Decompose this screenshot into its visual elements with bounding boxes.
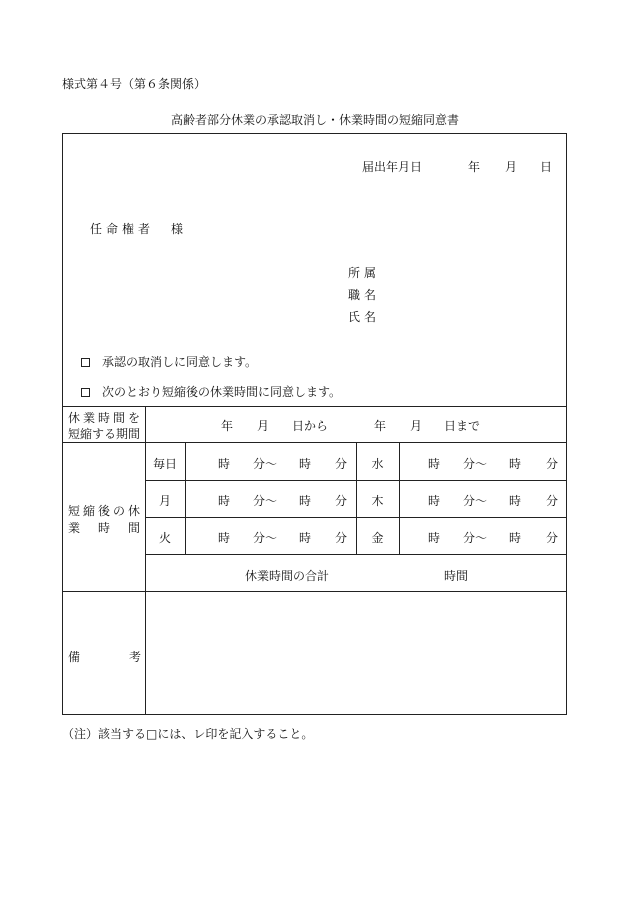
hour-unit: 時 bbox=[218, 457, 231, 471]
minute-from-unit: 分～ bbox=[463, 494, 488, 508]
schedule-day: 金 bbox=[371, 531, 384, 545]
minute-unit: 分 bbox=[546, 531, 559, 545]
schedule-header-line2: 業 時 間 bbox=[68, 521, 144, 535]
note-text: 該当する□には、レ印を記入すること。 bbox=[98, 727, 314, 741]
schedule-day: 木 bbox=[371, 494, 384, 508]
hour-unit: 時 bbox=[428, 457, 441, 471]
divider bbox=[62, 442, 567, 443]
divider bbox=[145, 406, 146, 715]
divider bbox=[145, 554, 567, 555]
name-label: 氏名 bbox=[348, 310, 381, 324]
total-label: 休業時間の合計 bbox=[245, 569, 330, 583]
minute-unit: 分 bbox=[335, 457, 348, 471]
total-unit: 時間 bbox=[444, 569, 469, 583]
divider bbox=[62, 591, 567, 592]
date-label: 届出年月日 bbox=[362, 160, 423, 174]
period-day-to: 日まで bbox=[444, 419, 481, 433]
checkbox-shorten[interactable] bbox=[81, 388, 90, 397]
period-year-from: 年 bbox=[221, 419, 234, 433]
minute-unit: 分 bbox=[546, 494, 559, 508]
period-header-line1: 休業時間を bbox=[68, 411, 144, 425]
hour-unit: 時 bbox=[218, 494, 231, 508]
option-shorten[interactable] bbox=[81, 383, 341, 400]
period-month-to: 月 bbox=[410, 419, 423, 433]
minute-unit: 分 bbox=[335, 494, 348, 508]
divider bbox=[62, 406, 567, 407]
hour-unit: 時 bbox=[428, 494, 441, 508]
hour-unit: 時 bbox=[299, 531, 312, 545]
date-day-unit: 日 bbox=[540, 160, 553, 174]
minute-unit: 分 bbox=[546, 457, 559, 471]
hour-unit: 時 bbox=[509, 531, 522, 545]
hour-unit: 時 bbox=[428, 531, 441, 545]
hour-unit: 時 bbox=[299, 457, 312, 471]
period-day-from: 日から bbox=[292, 419, 329, 433]
schedule-day: 月 bbox=[158, 494, 171, 508]
period-year-to: 年 bbox=[374, 419, 387, 433]
minute-from-unit: 分～ bbox=[253, 531, 278, 545]
option-revoke-label: 承認の取消しに同意します。 bbox=[102, 355, 258, 369]
option-revoke[interactable] bbox=[81, 353, 257, 370]
affiliation-label: 所属 bbox=[348, 266, 381, 280]
minute-unit: 分 bbox=[335, 531, 348, 545]
position-label: 職名 bbox=[348, 288, 381, 302]
note-prefix: （注） bbox=[62, 727, 99, 741]
page-title: 高齢者部分休業の承認取消し・休業時間の短縮同意書 bbox=[170, 113, 459, 127]
schedule-day: 火 bbox=[158, 531, 171, 545]
period-header-line2: 短縮する期間 bbox=[68, 427, 141, 441]
minute-from-unit: 分～ bbox=[463, 531, 488, 545]
hour-unit: 時 bbox=[509, 494, 522, 508]
period-month-from: 月 bbox=[257, 419, 270, 433]
checkbox-revoke[interactable] bbox=[81, 358, 90, 367]
remarks-label-1: 備 bbox=[68, 650, 81, 664]
form-id: 様式第４号（第６条関係） bbox=[62, 77, 207, 91]
minute-from-unit: 分～ bbox=[253, 457, 278, 471]
hour-unit: 時 bbox=[218, 531, 231, 545]
option-shorten-label: 次のとおり短縮後の休業時間に同意します。 bbox=[102, 385, 342, 399]
divider bbox=[185, 442, 186, 554]
schedule-day: 毎日 bbox=[152, 457, 177, 471]
divider bbox=[399, 442, 400, 554]
date-year-unit: 年 bbox=[468, 160, 481, 174]
schedule-day: 水 bbox=[371, 457, 384, 471]
date-month-unit: 月 bbox=[505, 160, 518, 174]
addressee-name: 任命権者 bbox=[90, 222, 155, 236]
hour-unit: 時 bbox=[509, 457, 522, 471]
addressee-honorific: 様 bbox=[171, 222, 184, 236]
hour-unit: 時 bbox=[299, 494, 312, 508]
remarks-label-2: 考 bbox=[129, 650, 142, 664]
minute-from-unit: 分～ bbox=[463, 457, 488, 471]
minute-from-unit: 分～ bbox=[253, 494, 278, 508]
schedule-header-line1: 短縮後の休 bbox=[68, 504, 144, 518]
